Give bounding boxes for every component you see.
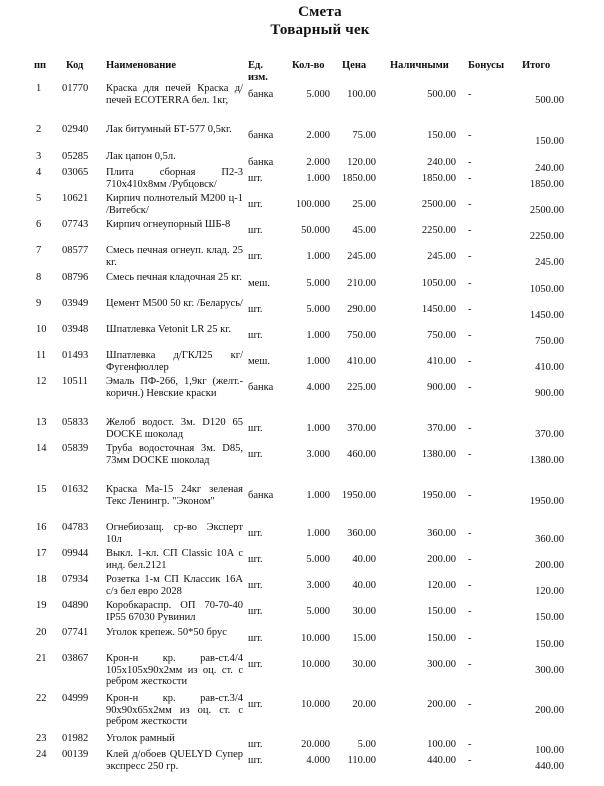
- row-cash: 2250.00: [421, 225, 456, 236]
- row-name: Эмаль ПФ-266, 1,9кг (желт.-коричн.) Невские краски: [106, 376, 243, 399]
- row-qty: 5.000: [306, 89, 330, 100]
- row-unit: банка: [248, 157, 274, 168]
- row-code: 04890: [62, 600, 89, 611]
- header-code: Код: [66, 60, 84, 71]
- row-total: 2500.00: [529, 205, 564, 216]
- row-name: Крон-н кр. рав-ст.3/4 90х90х65х2мм из оц. ст. с ребром жесткости: [106, 693, 243, 727]
- row-name: Труба водосточная 3м. D85, 73мм DOCKE шоколад: [106, 443, 243, 466]
- document-subtitle: Товарный чек: [270, 22, 370, 38]
- row-cash: 900.00: [427, 382, 456, 393]
- row-name: Краска Ма-15 24кг зеленая Текс Ленингр. "Эконом": [106, 484, 243, 507]
- row-price: 210.00: [347, 278, 376, 289]
- row-qty: 10.000: [301, 659, 330, 670]
- row-unit: банка: [248, 130, 274, 141]
- row-number: 21: [36, 653, 47, 664]
- row-price: 245.00: [347, 251, 376, 262]
- header-qty: Кол-во: [292, 60, 325, 71]
- row-total: 200.00: [535, 560, 564, 571]
- row-unit: шт.: [248, 330, 263, 341]
- row-bonus: -: [468, 699, 472, 710]
- row-code: 01770: [62, 83, 89, 94]
- row-qty: 5.000: [306, 278, 330, 289]
- row-price: 290.00: [347, 304, 376, 315]
- row-number: 7: [36, 245, 42, 256]
- row-code: 05833: [62, 417, 89, 428]
- row-cash: 1850.00: [421, 173, 456, 184]
- row-number: 14: [36, 443, 47, 454]
- row-total: 150.00: [535, 136, 564, 147]
- row-qty: 4.000: [306, 755, 330, 766]
- row-bonus: -: [468, 528, 472, 539]
- row-code: 05839: [62, 443, 89, 454]
- row-code: 07743: [62, 219, 89, 230]
- row-unit: шт.: [248, 739, 263, 750]
- row-qty: 10.000: [301, 633, 330, 644]
- row-bonus: -: [468, 382, 472, 393]
- row-bonus: -: [468, 423, 472, 434]
- row-price: 360.00: [347, 528, 376, 539]
- row-cash: 120.00: [427, 580, 456, 591]
- header-total: Итого: [522, 60, 551, 71]
- row-number: 16: [36, 522, 47, 533]
- row-unit: шт.: [248, 225, 263, 236]
- row-qty: 1.000: [306, 423, 330, 434]
- row-qty: 3.000: [306, 580, 330, 591]
- row-number: 12: [36, 376, 47, 387]
- row-total: 1050.00: [529, 284, 564, 295]
- row-price: 30.00: [352, 659, 376, 670]
- row-code: 01982: [62, 733, 89, 744]
- row-unit: шт.: [248, 528, 263, 539]
- row-bonus: -: [468, 606, 472, 617]
- row-number: 20: [36, 627, 47, 638]
- row-unit: банка: [248, 490, 274, 501]
- row-total: 200.00: [535, 705, 564, 716]
- header-unit: Ед. изм.: [248, 60, 268, 83]
- row-qty: 10.000: [301, 699, 330, 710]
- row-unit: шт.: [248, 755, 263, 766]
- row-name: Лак цапон 0,5л.: [106, 151, 176, 162]
- row-number: 5: [36, 193, 42, 204]
- row-price: 20.00: [352, 699, 376, 710]
- row-name: Желоб водост. 3м. D120 65 DOCKE шоколад: [106, 417, 243, 440]
- row-total: 370.00: [535, 429, 564, 440]
- row-cash: 245.00: [427, 251, 456, 262]
- row-total: 1850.00: [529, 179, 564, 190]
- header-num: пп: [34, 60, 47, 71]
- row-name: Шпатлевка д/ГКЛ25 кг/ Фугенфюллер: [106, 350, 243, 373]
- row-bonus: -: [468, 199, 472, 210]
- row-bonus: -: [468, 755, 472, 766]
- row-qty: 100.000: [295, 199, 330, 210]
- row-number: 15: [36, 484, 47, 495]
- row-total: 500.00: [535, 95, 564, 106]
- row-price: 5.00: [357, 739, 376, 750]
- row-number: 18: [36, 574, 47, 585]
- row-number: 22: [36, 693, 47, 704]
- row-code: 07934: [62, 574, 89, 585]
- row-number: 4: [36, 167, 42, 178]
- row-cash: 440.00: [427, 755, 456, 766]
- row-number: 8: [36, 272, 42, 283]
- row-qty: 5.000: [306, 606, 330, 617]
- row-price: 370.00: [347, 423, 376, 434]
- row-name: Клей д/обоев QUELYD Супер экспресс 250 гр.: [106, 749, 243, 772]
- row-name: Уголок крепеж. 50*50 брус: [106, 627, 227, 638]
- header-cash: Наличными: [390, 60, 449, 71]
- row-bonus: -: [468, 251, 472, 262]
- row-qty: 1.000: [306, 251, 330, 262]
- row-cash: 1450.00: [421, 304, 456, 315]
- row-number: 3: [36, 151, 42, 162]
- row-unit: шт.: [248, 659, 263, 670]
- row-qty: 1.000: [306, 356, 330, 367]
- row-price: 40.00: [352, 554, 376, 565]
- row-cash: 2500.00: [421, 199, 456, 210]
- row-unit: шт.: [248, 580, 263, 591]
- row-price: 225.00: [347, 382, 376, 393]
- row-qty: 1.000: [306, 173, 330, 184]
- row-total: 150.00: [535, 612, 564, 623]
- row-qty: 20.000: [301, 739, 330, 750]
- row-number: 6: [36, 219, 42, 230]
- row-bonus: -: [468, 580, 472, 591]
- row-cash: 500.00: [427, 89, 456, 100]
- row-price: 40.00: [352, 580, 376, 591]
- row-number: 11: [36, 350, 47, 361]
- row-code: 09944: [62, 548, 89, 559]
- row-qty: 2.000: [306, 130, 330, 141]
- row-code: 04783: [62, 522, 89, 533]
- row-cash: 200.00: [427, 699, 456, 710]
- row-bonus: -: [468, 659, 472, 670]
- row-name: Уголок рамный: [106, 733, 175, 744]
- row-code: 05285: [62, 151, 89, 162]
- row-name: Коробкараспр. ОП 70-70-40 IP55 67030 Рувинил: [106, 600, 243, 623]
- row-code: 02940: [62, 124, 89, 135]
- row-code: 08796: [62, 272, 89, 283]
- row-number: 10: [36, 324, 47, 335]
- header-price: Цена: [342, 60, 367, 71]
- row-price: 15.00: [352, 633, 376, 644]
- row-name: Крон-н кр. рав-ст.4/4 105х105х90х2мм из оц. ст. с ребром жесткости: [106, 653, 243, 687]
- row-cash: 360.00: [427, 528, 456, 539]
- row-price: 1850.00: [341, 173, 376, 184]
- row-bonus: -: [468, 490, 472, 501]
- row-number: 19: [36, 600, 47, 611]
- row-total: 150.00: [535, 639, 564, 650]
- row-bonus: -: [468, 89, 472, 100]
- row-name: Цемент М500 50 кг. /Беларусь/: [106, 298, 243, 309]
- row-unit: шт.: [248, 449, 263, 460]
- row-number: 23: [36, 733, 47, 744]
- row-code: 00139: [62, 749, 89, 760]
- row-qty: 1.000: [306, 528, 330, 539]
- row-unit: шт.: [248, 633, 263, 644]
- row-name: Кирпич полнотелый М200 ц-1 /Витебск/: [106, 193, 243, 216]
- row-price: 100.00: [347, 89, 376, 100]
- row-code: 10511: [62, 376, 88, 387]
- row-price: 25.00: [352, 199, 376, 210]
- row-price: 410.00: [347, 356, 376, 367]
- row-name: Розетка 1-м СП Классик 16А с/з бел евро 2028: [106, 574, 243, 597]
- row-price: 45.00: [352, 225, 376, 236]
- row-unit: меш.: [248, 278, 271, 289]
- row-unit: шт.: [248, 423, 263, 434]
- row-cash: 410.00: [427, 356, 456, 367]
- row-bonus: -: [468, 130, 472, 141]
- row-name: Лак битумный БТ-577 0,5кг.: [106, 124, 232, 135]
- document-title: Смета: [298, 4, 342, 20]
- row-code: 10621: [62, 193, 89, 204]
- row-total: 245.00: [535, 257, 564, 268]
- row-total: 120.00: [535, 586, 564, 597]
- row-cash: 1950.00: [421, 490, 456, 501]
- row-number: 9: [36, 298, 42, 309]
- row-code: 07741: [62, 627, 89, 638]
- row-qty: 5.000: [306, 304, 330, 315]
- row-bonus: -: [468, 739, 472, 750]
- row-bonus: -: [468, 330, 472, 341]
- row-cash: 240.00: [427, 157, 456, 168]
- row-unit: банка: [248, 382, 274, 393]
- row-qty: 1.000: [306, 490, 330, 501]
- row-cash: 300.00: [427, 659, 456, 670]
- row-name: Шпатлевка Vetonit LR 25 кг.: [106, 324, 231, 335]
- row-unit: шт.: [248, 699, 263, 710]
- row-code: 03948: [62, 324, 89, 335]
- row-qty: 4.000: [306, 382, 330, 393]
- row-unit: шт.: [248, 304, 263, 315]
- row-total: 2250.00: [529, 231, 564, 242]
- row-code: 08577: [62, 245, 89, 256]
- row-bonus: -: [468, 449, 472, 460]
- row-total: 440.00: [535, 761, 564, 772]
- row-qty: 50.000: [301, 225, 330, 236]
- row-bonus: -: [468, 157, 472, 168]
- row-cash: 200.00: [427, 554, 456, 565]
- row-code: 01493: [62, 350, 89, 361]
- row-bonus: -: [468, 633, 472, 644]
- row-name: Смесь печная кладочная 25 кг.: [106, 272, 242, 283]
- row-cash: 370.00: [427, 423, 456, 434]
- row-number: 2: [36, 124, 42, 135]
- row-price: 110.00: [347, 755, 376, 766]
- row-name: Краска для печей Краска д/печей ECOTERRA бел. 1кг,: [106, 83, 243, 106]
- row-price: 75.00: [352, 130, 376, 141]
- row-price: 1950.00: [341, 490, 376, 501]
- row-price: 750.00: [347, 330, 376, 341]
- row-unit: шт.: [248, 173, 263, 184]
- row-price: 30.00: [352, 606, 376, 617]
- row-qty: 5.000: [306, 554, 330, 565]
- row-unit: шт.: [248, 251, 263, 262]
- row-code: 01632: [62, 484, 89, 495]
- row-name: Плита сборная П2-3 710х410х8мм /Рубцовск/: [106, 167, 243, 190]
- row-price: 460.00: [347, 449, 376, 460]
- row-code: 04999: [62, 693, 89, 704]
- row-code: 03065: [62, 167, 89, 178]
- row-cash: 1050.00: [421, 278, 456, 289]
- row-name: Огнебиозащ. ср-во Эксперт 10л: [106, 522, 243, 545]
- row-qty: 3.000: [306, 449, 330, 460]
- row-qty: 2.000: [306, 157, 330, 168]
- row-total: 240.00: [535, 163, 564, 174]
- row-price: 120.00: [347, 157, 376, 168]
- row-cash: 100.00: [427, 739, 456, 750]
- row-total: 1380.00: [529, 455, 564, 466]
- row-unit: меш.: [248, 356, 271, 367]
- row-total: 1950.00: [529, 496, 564, 507]
- header-name: Наименование: [106, 60, 176, 71]
- row-unit: шт.: [248, 554, 263, 565]
- row-bonus: -: [468, 304, 472, 315]
- row-bonus: -: [468, 225, 472, 236]
- row-bonus: -: [468, 554, 472, 565]
- row-cash: 1380.00: [421, 449, 456, 460]
- row-code: 03867: [62, 653, 89, 664]
- row-total: 410.00: [535, 362, 564, 373]
- row-unit: шт.: [248, 199, 263, 210]
- row-total: 750.00: [535, 336, 564, 347]
- row-number: 24: [36, 749, 47, 760]
- row-total: 100.00: [535, 745, 564, 756]
- row-number: 1: [36, 83, 42, 94]
- row-name: Выкл. 1-кл. СП Classic 10А с инд. бел.2121: [106, 548, 243, 571]
- row-unit: банка: [248, 89, 274, 100]
- row-bonus: -: [468, 356, 472, 367]
- row-bonus: -: [468, 278, 472, 289]
- row-total: 300.00: [535, 665, 564, 676]
- row-cash: 150.00: [427, 130, 456, 141]
- row-cash: 150.00: [427, 633, 456, 644]
- row-total: 900.00: [535, 388, 564, 399]
- row-cash: 150.00: [427, 606, 456, 617]
- row-total: 360.00: [535, 534, 564, 545]
- row-name: Кирпич огнеупорный ШБ-8: [106, 219, 231, 230]
- row-bonus: -: [468, 173, 472, 184]
- row-total: 1450.00: [529, 310, 564, 321]
- row-unit: шт.: [248, 606, 263, 617]
- row-cash: 750.00: [427, 330, 456, 341]
- header-bonus: Бонусы: [468, 60, 505, 71]
- row-code: 03949: [62, 298, 89, 309]
- row-qty: 1.000: [306, 330, 330, 341]
- row-name: Смесь печная огнеуп. клад. 25 кг.: [106, 245, 243, 268]
- row-number: 13: [36, 417, 47, 428]
- row-number: 17: [36, 548, 47, 559]
